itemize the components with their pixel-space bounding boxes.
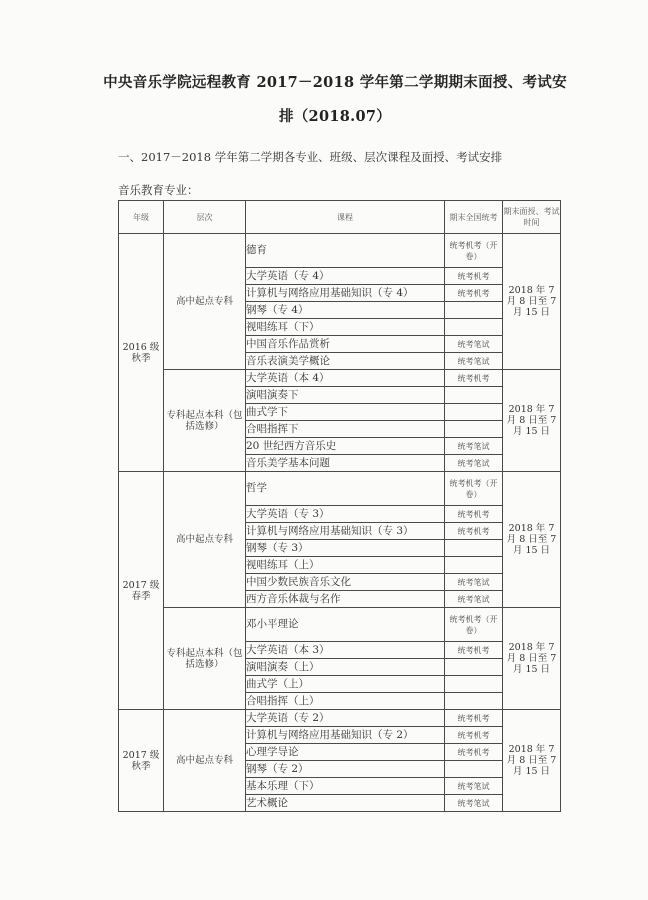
course-cell: 中国少数民族音乐文化	[246, 574, 445, 591]
exam-cell	[445, 387, 503, 404]
header-grade: 年级	[119, 201, 164, 234]
level-cell: 高中起点专科	[164, 234, 246, 370]
grade-cell: 2017 级秋季	[119, 710, 164, 812]
course-cell: 德育	[246, 234, 445, 268]
course-cell: 大学英语（专 3）	[246, 506, 445, 523]
time-cell: 2018 年 7 月 8 日至 7 月 15 日	[503, 472, 561, 608]
exam-cell: 统考笔试	[445, 353, 503, 370]
course-cell: 曲式学（上）	[246, 676, 445, 693]
course-cell: 合唱指挥（上）	[246, 693, 445, 710]
section-heading: 一、2017－2018 学年第二学期各专业、班级、层次课程及面授、考试安排	[118, 150, 503, 164]
course-cell: 邓小平理论	[246, 608, 445, 642]
table-row	[119, 234, 561, 268]
exam-cell: 统考机考	[445, 268, 503, 285]
exam-cell	[445, 540, 503, 557]
course-cell: 视唱练耳（下）	[246, 319, 445, 336]
course-cell: 20 世纪西方音乐史	[246, 438, 445, 455]
schedule-table	[118, 200, 561, 812]
document-title	[95, 66, 575, 134]
table-row	[119, 370, 561, 387]
table-row	[119, 472, 561, 506]
level-cell: 专科起点本科（包括选修）	[164, 608, 246, 710]
course-cell: 大学英语（本 3）	[246, 642, 445, 659]
course-cell: 演唱演奏（上）	[246, 659, 445, 676]
exam-cell: 统考机考（开卷）	[445, 234, 503, 268]
course-cell: 音乐美学基本问题	[246, 455, 445, 472]
exam-cell: 统考笔试	[445, 795, 503, 812]
exam-cell	[445, 659, 503, 676]
course-cell: 演唱演奏下	[246, 387, 445, 404]
exam-cell	[445, 404, 503, 421]
exam-cell: 统考机考	[445, 744, 503, 761]
exam-cell: 统考机考	[445, 642, 503, 659]
time-cell: 2018 年 7 月 8 日至 7 月 15 日	[503, 608, 561, 710]
course-cell: 音乐表演美学概论	[246, 353, 445, 370]
exam-cell: 统考笔试	[445, 336, 503, 353]
grade-cell: 2016 级秋季	[119, 234, 164, 472]
header-time: 期末面授、考试时间	[503, 201, 561, 234]
header-course: 课程	[246, 201, 445, 234]
exam-cell	[445, 421, 503, 438]
table-row	[119, 710, 561, 727]
time-cell: 2018 年 7 月 8 日至 7 月 15 日	[503, 234, 561, 370]
level-cell: 高中起点专科	[164, 472, 246, 608]
level-cell: 高中起点专科	[164, 710, 246, 812]
exam-cell	[445, 676, 503, 693]
course-cell: 西方音乐体裁与名作	[246, 591, 445, 608]
exam-cell: 统考机考（开卷）	[445, 608, 503, 642]
exam-cell: 统考笔试	[445, 438, 503, 455]
course-cell: 钢琴（专 2）	[246, 761, 445, 778]
exam-cell: 统考机考	[445, 710, 503, 727]
course-cell: 艺术概论	[246, 795, 445, 812]
course-cell: 曲式学下	[246, 404, 445, 421]
exam-cell: 统考笔试	[445, 574, 503, 591]
exam-cell: 统考机考	[445, 370, 503, 387]
course-cell: 哲学	[246, 472, 445, 506]
exam-cell: 统考笔试	[445, 591, 503, 608]
exam-cell: 统考机考	[445, 506, 503, 523]
course-cell: 计算机与网络应用基础知识（专 2）	[246, 727, 445, 744]
exam-cell	[445, 693, 503, 710]
course-cell: 钢琴（专 3）	[246, 540, 445, 557]
course-cell: 大学英语（专 2）	[246, 710, 445, 727]
course-cell: 计算机与网络应用基础知识（专 3）	[246, 523, 445, 540]
title-line-1: 中央音乐学院远程教育 2017－2018 学年第二学期期末面授、考试安	[103, 74, 567, 91]
course-cell: 计算机与网络应用基础知识（专 4）	[246, 285, 445, 302]
exam-cell: 统考机考（开卷）	[445, 472, 503, 506]
table-row	[119, 608, 561, 642]
course-cell: 钢琴（专 4）	[246, 302, 445, 319]
time-cell: 2018 年 7 月 8 日至 7 月 15 日	[503, 710, 561, 812]
course-cell: 中国音乐作品赏析	[246, 336, 445, 353]
time-cell: 2018 年 7 月 8 日至 7 月 15 日	[503, 370, 561, 472]
exam-cell	[445, 761, 503, 778]
exam-cell: 统考机考	[445, 727, 503, 744]
exam-cell	[445, 319, 503, 336]
course-cell: 基本乐理（下）	[246, 778, 445, 795]
exam-cell: 统考机考	[445, 523, 503, 540]
course-cell: 合唱指挥下	[246, 421, 445, 438]
title-line-2: 排（2018.07）	[278, 108, 392, 125]
exam-cell: 统考笔试	[445, 455, 503, 472]
header-exam: 期末全国统考	[445, 201, 503, 234]
exam-cell	[445, 302, 503, 319]
table-header-row	[119, 201, 561, 234]
header-level: 层次	[164, 201, 246, 234]
course-cell: 心理学导论	[246, 744, 445, 761]
course-cell: 大学英语（专 4）	[246, 268, 445, 285]
grade-cell: 2017 级春季	[119, 472, 164, 710]
course-cell: 视唱练耳（上）	[246, 557, 445, 574]
exam-cell	[445, 557, 503, 574]
exam-cell: 统考笔试	[445, 778, 503, 795]
course-cell: 大学英语（本 4）	[246, 370, 445, 387]
major-label: 音乐教育专业：	[118, 183, 199, 197]
exam-cell: 统考机考	[445, 285, 503, 302]
level-cell: 专科起点本科（包括选修）	[164, 370, 246, 472]
